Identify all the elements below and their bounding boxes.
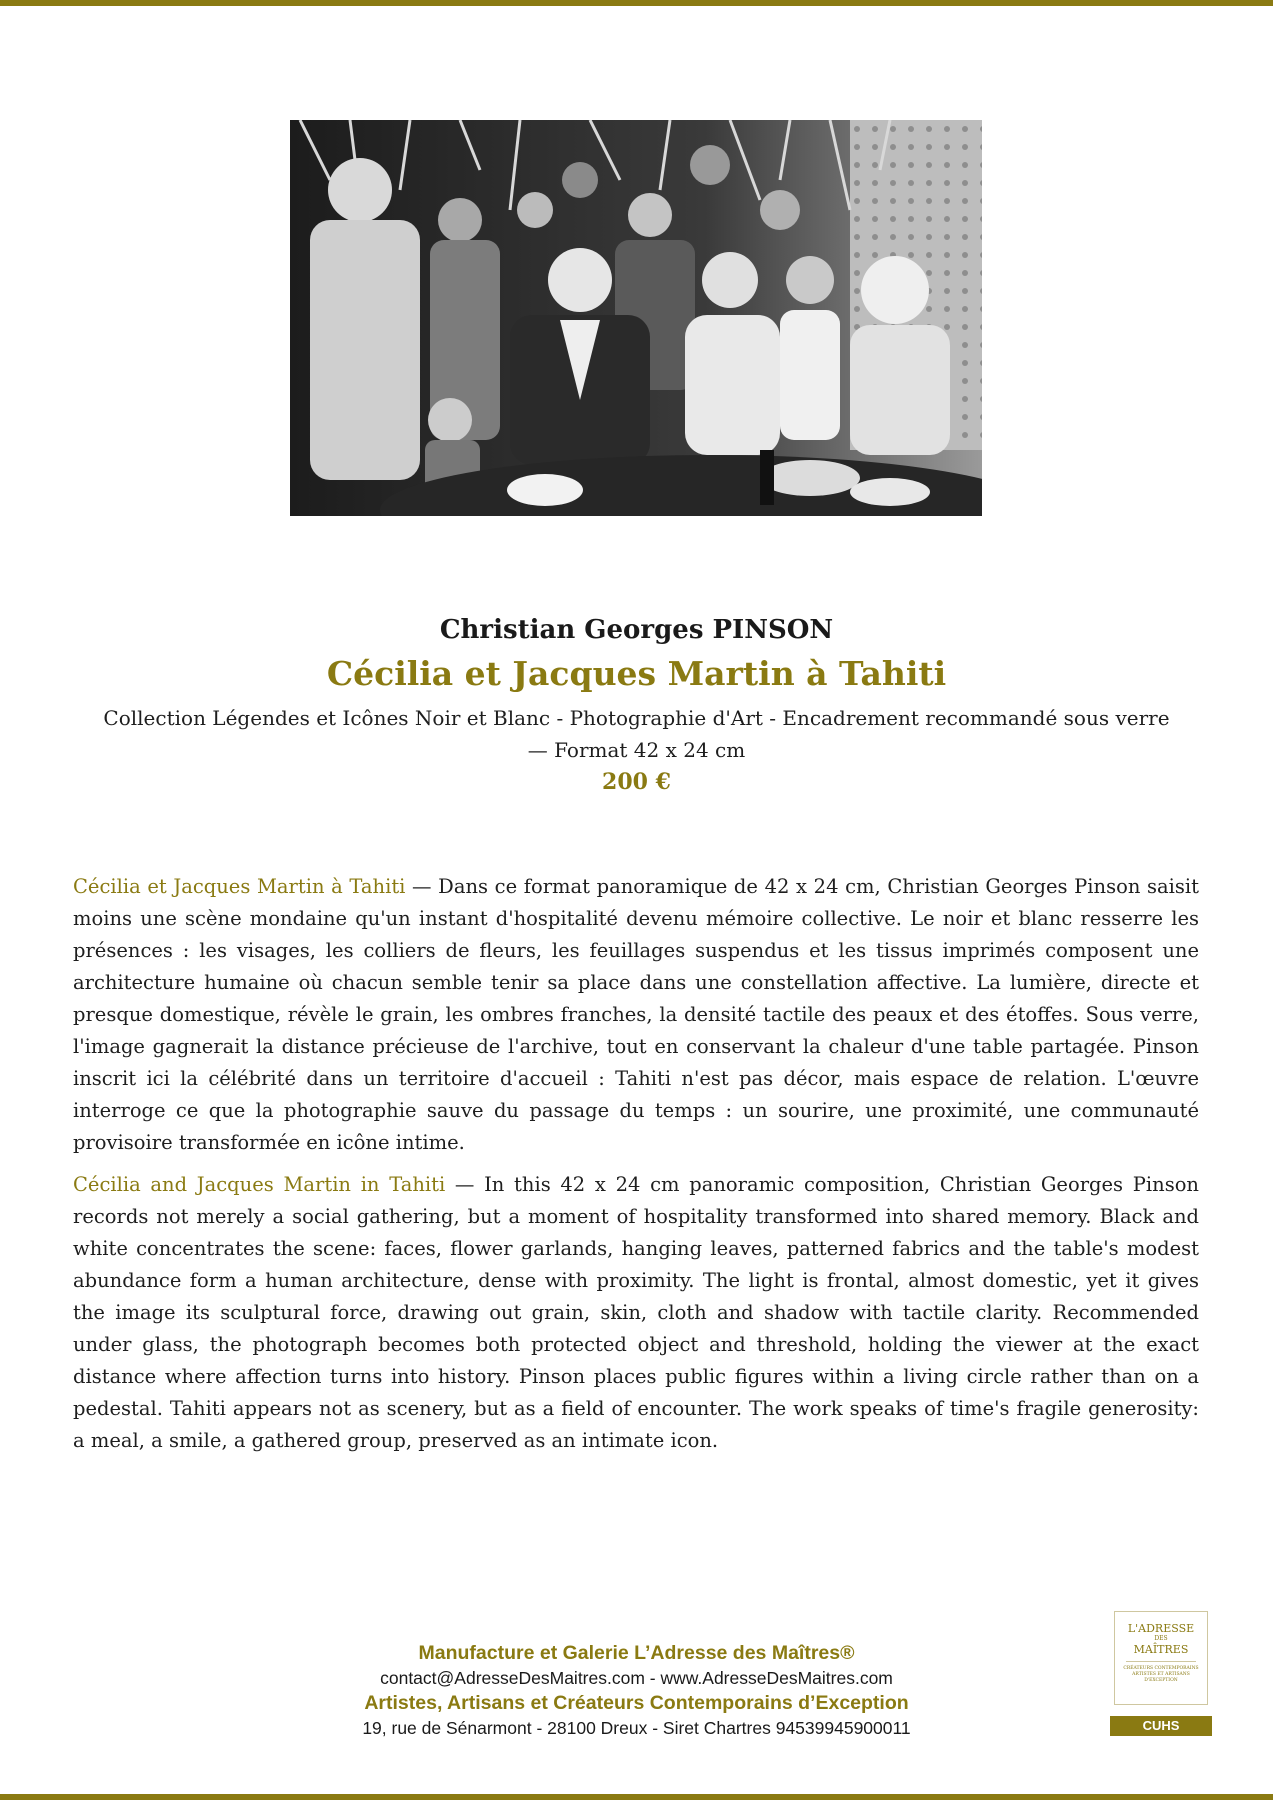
bottom-border — [0, 1794, 1273, 1800]
logo-line-2: DES — [1154, 1635, 1168, 1642]
logo-line-1: L'ADRESSE — [1127, 1622, 1195, 1635]
footer — [240, 1640, 1033, 1740]
english-body: — In this 42 x 24 cm panoramic composition, Christian Georges Pinson records not merely a social gathering, but a moment of hospitality transformed into shared memory. Black and white concentrates the scene: faces, flower garlands, hanging leaves, patterned fabrics and the table's modest abundance form a human architecture, dense with proximity. The light is frontal, almost domestic, yet it gives the image its sculptural force, drawing out grain, skin, cloth and shadow with tactile clarity. Recommended under glass, the photograph becomes both protected object and threshold, holding the viewer at the exact distance where affection turns into history. Pinson places public figures within a living circle rather than on a pedestal. Tahiti appears not as scenery, but as a field of encounter. The work speaks of time's fragile generosity: a meal, a smile, a gathered group, preserved as an intimate icon. — [73, 1173, 1199, 1452]
logo-line-4: CRÉATEURS CONTEMPORAINS ARTISTES ET ARTISANS D'EXCEPTION — [1123, 1666, 1199, 1683]
french-paragraph — [73, 871, 1199, 1159]
top-border — [0, 0, 1273, 6]
artwork-price: 200 € — [602, 769, 671, 795]
logo-divider — [1126, 1661, 1196, 1662]
french-body: — Dans ce format panoramique de 42 x 24 cm, Christian Georges Pinson saisit moins une scène mondaine qu'un instant d'hospitalité devenu mémoire collective. Le noir et blanc resserre les présences : les visages, les colliers de fleurs, les feuillages suspendus et les tissus imprimés composent une architecture humaine où chacun semble tenir sa place dans une constellation affective. La lumière, directe et presque domestique, révèle le grain, les ombres franches, la densité tactile des peaux et des étoffes. Sous verre, l'image gagnerait la distance précieuse de l'archive, tout en conservant la chaleur d'une table partagée. Pinson inscrit ici la célébrité dans un territoire d'accueil : Tahiti n'est pas décor, mais espace de relation. L'œuvre interroge ce que la photographie sauve du passage du temps : un sourire, une proximité, une communauté provisoire transformée en icône intime. — [73, 875, 1199, 1154]
english-paragraph — [73, 1169, 1199, 1457]
logo-line-3: MAÎTRES — [1133, 1643, 1189, 1656]
cuhs-badge: CUHS — [1110, 1716, 1212, 1736]
artwork-title: Cécilia et Jacques Martin à Tahiti — [326, 654, 947, 693]
footer-tagline: Artistes, Artisans et Créateurs Contemporains d’Exception — [364, 1692, 909, 1714]
gallery-logo — [1114, 1611, 1208, 1705]
artwork-text — [73, 871, 1199, 1467]
footer-address: 19, rue de Sénarmont - 28100 Dreux - Siret Chartres 94539945900011 — [362, 1718, 911, 1738]
english-lead: Cécilia and Jacques Martin in Tahiti — [73, 1173, 446, 1196]
footer-contact: contact@AdresseDesMaitres.com - www.AdresseDesMaitres.com — [380, 1668, 893, 1688]
footer-gallery-name: Manufacture et Galerie L’Adresse des Maîtres® — [418, 1642, 855, 1664]
artwork-description: Collection Légendes et Icônes Noir et Blanc - Photographie d'Art - Encadrement recommandé sous verre — Format 42 x 24 cm — [103, 706, 1170, 762]
artist-name: Christian Georges PINSON — [439, 615, 834, 645]
artwork-photograph — [290, 120, 982, 516]
french-lead: Cécilia et Jacques Martin à Tahiti — [73, 875, 406, 898]
artwork-heading — [60, 612, 1213, 798]
